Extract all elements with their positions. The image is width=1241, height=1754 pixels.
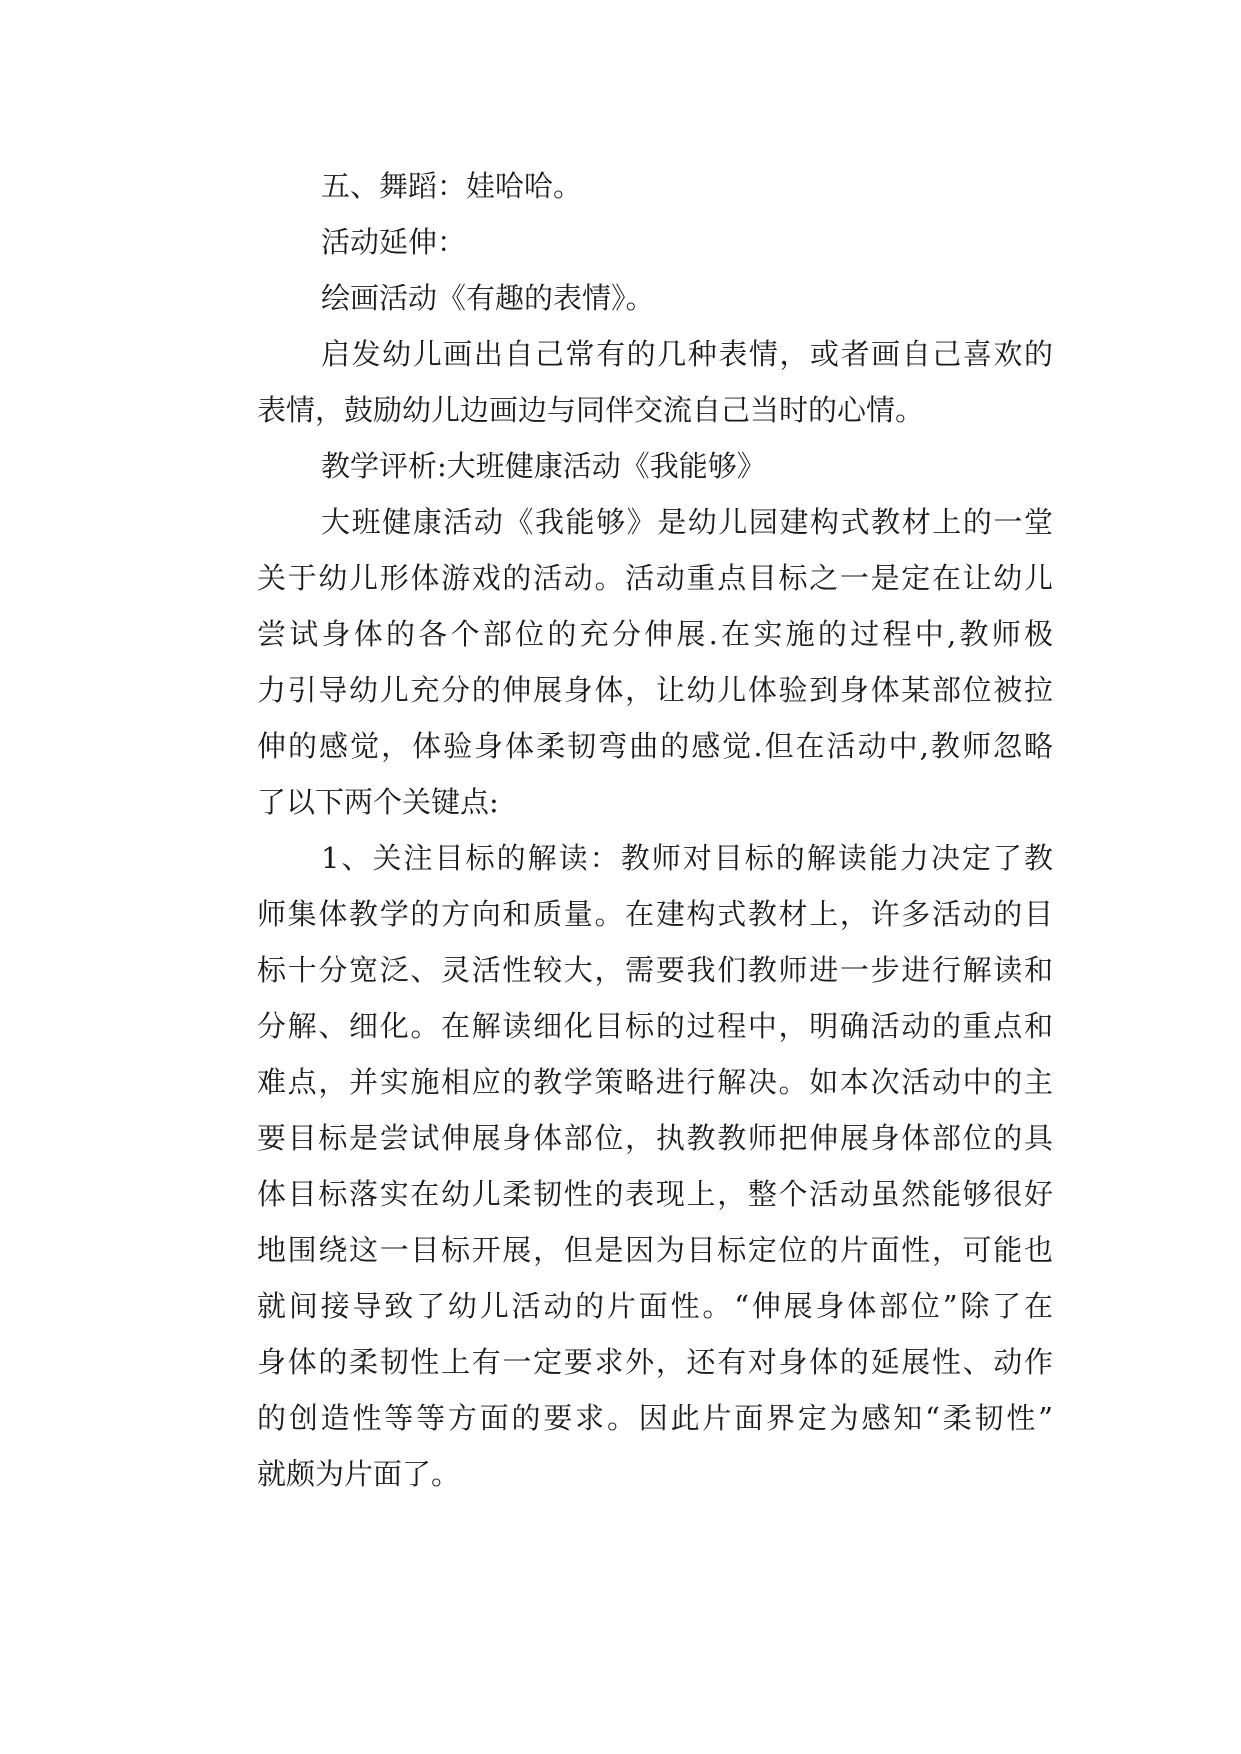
paragraph-evaluation-heading bbox=[193, 438, 1053, 494]
paragraph-dance bbox=[193, 158, 1053, 214]
text-line: 要目标是尝试伸展身体部位，执教教师把伸展身体部位的具 bbox=[257, 1121, 1053, 1155]
paragraph-key-point-1 bbox=[193, 830, 1053, 1502]
text-line: 标十分宽泛、灵活性较大，需要我们教师进一步进行解读和 bbox=[257, 953, 1053, 987]
text-line: 就颇为片面了。 bbox=[257, 1457, 461, 1491]
document-body bbox=[193, 158, 1053, 1502]
text-line: 尝试身体的各个部位的充分伸展.在实施的过程中,教师极 bbox=[257, 617, 1053, 651]
text-line: 体目标落实在幼儿柔韧性的表现上，整个活动虽然能够很好 bbox=[257, 1177, 1053, 1211]
text-line: 了以下两个关键点: bbox=[257, 785, 499, 819]
text-line: 力引导幼儿充分的伸展身体，让幼儿体验到身体某部位被拉 bbox=[257, 673, 1053, 707]
text-line: 的创造性等等方面的要求。因此片面界定为感知“柔韧性” bbox=[257, 1401, 1053, 1435]
text-line: 启发幼儿画出自己常有的几种表情，或者画自己喜欢的 bbox=[321, 337, 1053, 371]
text-line: 分解、细化。在解读细化目标的过程中，明确活动的重点和 bbox=[257, 1009, 1053, 1043]
paragraph-activity-extension-heading bbox=[193, 214, 1053, 270]
text-line: 大班健康活动《我能够》是幼儿园建构式教材上的一堂 bbox=[321, 505, 1053, 539]
text-line: 伸的感觉，体验身体柔韧弯曲的感觉.但在活动中,教师忽略 bbox=[257, 729, 1053, 763]
text-line: 绘画活动《有趣的表情》。 bbox=[321, 281, 655, 315]
text-line: 就间接导致了幼儿活动的片面性。“伸展身体部位”除了在 bbox=[257, 1289, 1053, 1323]
text-line: 教学评析:大班健康活动《我能够》 bbox=[321, 449, 766, 483]
paragraph-evaluation-intro bbox=[193, 494, 1053, 830]
paragraph-drawing-description bbox=[193, 326, 1053, 438]
text-line: 关于幼儿形体游戏的活动。活动重点目标之一是定在让幼儿 bbox=[257, 561, 1053, 595]
text-line: 五、舞蹈：娃哈哈。 bbox=[321, 169, 583, 203]
paragraph-drawing-activity bbox=[193, 270, 1053, 326]
text-line: 身体的柔韧性上有一定要求外，还有对身体的延展性、动作 bbox=[257, 1345, 1053, 1379]
text-line: 1、关注目标的解读：教师对目标的解读能力决定了教 bbox=[321, 841, 1053, 875]
text-line: 表情，鼓励幼儿边画边与同伴交流自己当时的心情。 bbox=[257, 393, 925, 427]
text-line: 师集体教学的方向和质量。在建构式教材上，许多活动的目 bbox=[257, 897, 1053, 931]
text-line: 活动延伸： bbox=[321, 225, 467, 259]
text-line: 地围绕这一目标开展，但是因为目标定位的片面性，可能也 bbox=[257, 1233, 1053, 1267]
text-line: 难点，并实施相应的教学策略进行解决。如本次活动中的主 bbox=[257, 1065, 1053, 1099]
